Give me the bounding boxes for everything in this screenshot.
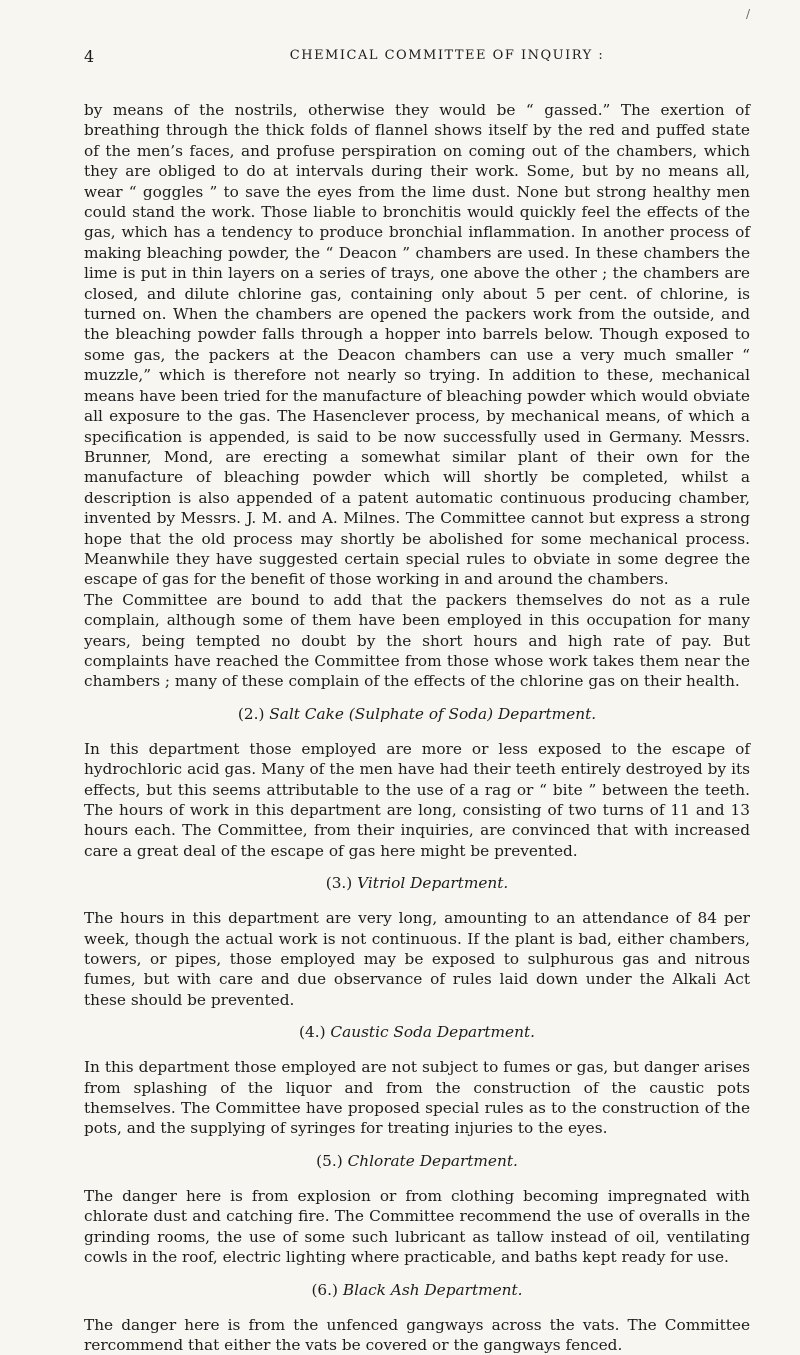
section-heading — [84, 1280, 750, 1300]
document-page — [84, 0, 750, 1355]
body-text — [84, 100, 750, 1355]
section-text: The danger here is from the unfenced gangways across the vats. The Committee rercommend that either the vats be covered or the gangways fenced. — [84, 1315, 750, 1354]
section-title: Chlorate Department. — [347, 1151, 518, 1170]
section-number: (4.) — [299, 1023, 326, 1042]
section-text: The danger here is from explosion or from clothing becoming impregnated with chlorate dust and catching fire. The Committee recommend the use of overalls in the grinding rooms, the use of some such lubricant as tallow instead of oil, ventilating cowls in the roof, electric lighting where practicable, and baths kept ready for use. — [84, 1186, 750, 1267]
section-number: (3.) — [325, 874, 353, 893]
running-head: CHEMICAL COMMITTEE OF INQUIRY : — [289, 48, 605, 63]
section-title: Caustic Soda Department. — [330, 1023, 535, 1042]
section-title: Vitriol Department. — [357, 874, 509, 893]
corner-mark: / — [745, 7, 750, 21]
section-vitriol — [84, 873, 750, 1010]
section-title: Black Ash Department. — [342, 1280, 523, 1299]
section-salt-cake — [84, 704, 750, 861]
intro-paragraph: The Committee are bound to add that the packers themselves do not as a rule complain, although some of them have been employed in this occupation for many years, being tempted no doubt by the short hours and high rate of pay. But complaints have reached the Committee from those whose work takes them near the chambers ; many of these complain of the effects of the chlorine gas on their health. — [84, 590, 750, 691]
section-caustic-soda — [84, 1022, 750, 1139]
section-text: In this department those employed are not subject to fumes or gas, but danger arises from splashing of the liquor and from the construction of the caustic pots themselves. The Committee have proposed special rules as to the construction of the pots, and the supplying of syringes for treating injuries to the eyes. — [84, 1058, 750, 1138]
section-heading — [84, 704, 750, 724]
section-heading — [84, 1151, 750, 1171]
section-text: In this department those employed are more or less exposed to the escape of hydrochloric acid gas. Many of the men have had their teeth entirely destroyed by its effects, but this seems attributable to the use of a rag or “ bite ” between the teeth. The hours of work in this department are long, consisting of two turns of 11 and 13 hours each. The Committee, from their inquiries, are convinced that with increased care a great deal of the escape of gas here might be prevented. — [84, 739, 750, 860]
section-number: (2.) — [237, 704, 265, 723]
section-heading — [84, 1022, 750, 1042]
section-title: Salt Cake (Sulphate of Soda) Department. — [269, 704, 597, 723]
section-heading — [84, 873, 750, 893]
section-black-ash — [84, 1280, 750, 1355]
page-header — [84, 7, 750, 100]
page-number: 4 — [84, 47, 95, 66]
section-number: (5.) — [316, 1151, 343, 1170]
section-number: (6.) — [311, 1280, 338, 1299]
section-chlorate — [84, 1151, 750, 1268]
intro-paragraph: by means of the nostrils, otherwise they would be “ gassed.” The exertion of breathing through the thick folds of flannel shows itself by the red and puffed state of the men’s faces, and profuse perspiration on coming out of the chambers, which they are obliged to do at intervals during their work. Some, but by no means all, wear “ goggles ” to save the eyes from the lime dust. None but strong healthy men could stand the work. Those liable to bronchitis would quickly feel the effects of the gas, which has a tendency to produce bronchial inflammation. In another process of making bleaching powder, the “ Deacon ” chambers are used. In these chambers the lime is put in thin layers on a series of trays, one above the other ; the chambers are closed, and dilute chlorine gas, containing only about 5 per cent. of chlorine, is turned on. When the chambers are opened the packers work from the outside, and the bleaching powder falls through a hopper into barrels below. Though exposed to some gas, the packers at the Deacon chambers can use a very much smaller “ muzzle,” which is therefore not nearly so trying. In addition to these, mechanical means have been tried for the manufacture of bleaching powder which would obviate all exposure to the gas. The Hasenclever process, by mechanical means, of which a specification is appended, is said to be now successfully used in Germany. Messrs. Brunner, Mond, are erecting a somewhat similar plant of their own for the manufacture of bleaching powder which will shortly be completed, whilst a description is also appended of a patent automatic continuous producing chamber, invented by Messrs. J. M. and A. Milnes. The Committee cannot but express a strong hope that the old process may shortly be abolished for some mechanical process. Meanwhile they have suggested certain special rules to obviate in some degree the escape of gas for the benefit of those working in and around the chambers. — [84, 101, 750, 589]
section-text: The hours in this department are very long, amounting to an attendance of 84 per week, though the actual work is not continuous. If the plant is bad, either chambers, towers, or pipes, those employed may be exposed to sulphurous gas and nitrous fumes, but with care and due observance of rules laid down under the Alkali Act these should be prevented. — [84, 909, 750, 1009]
